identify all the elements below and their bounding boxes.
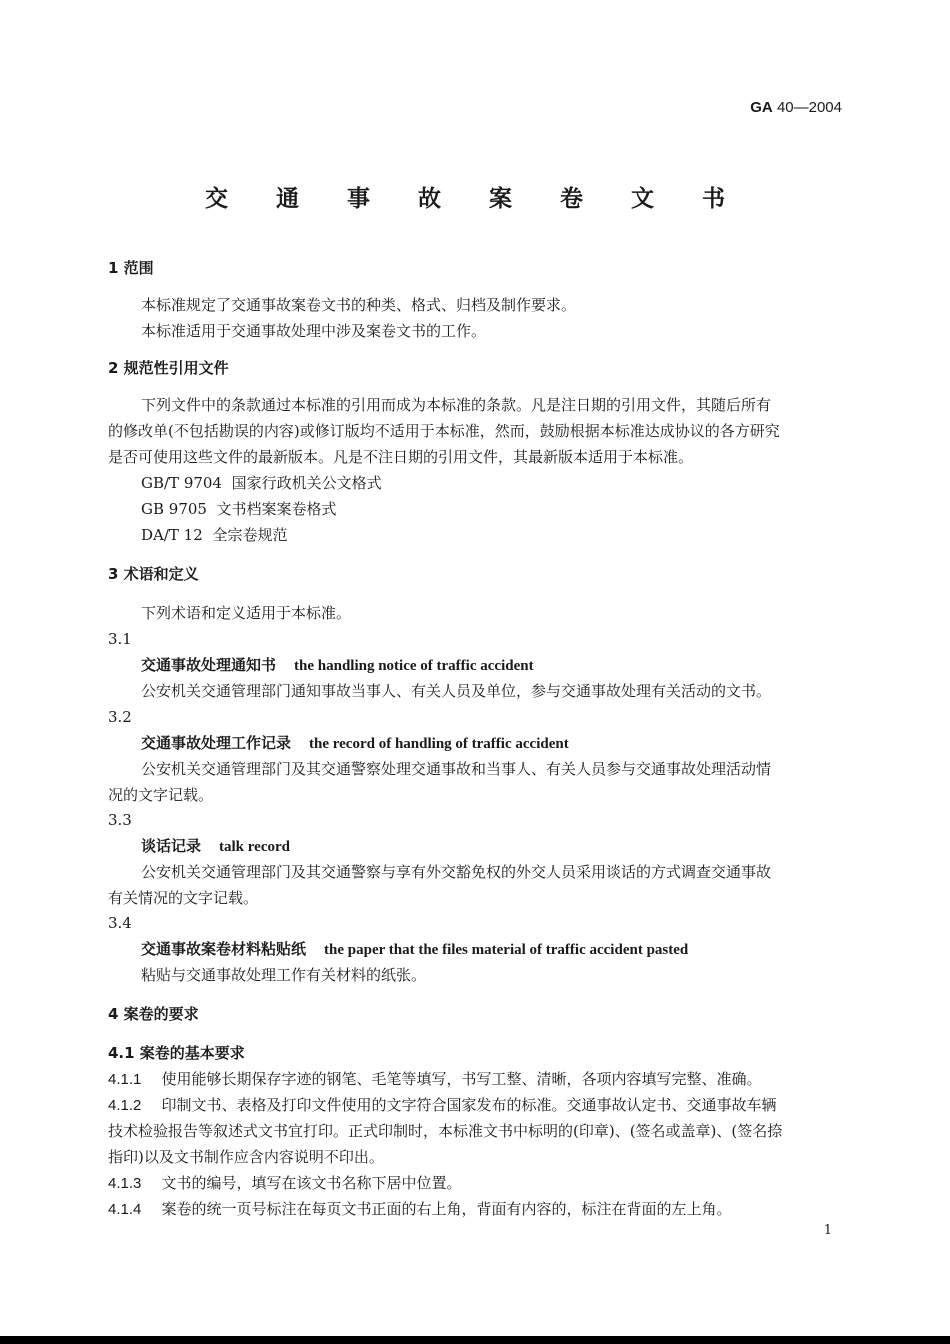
clause-number: 4.1.4 [108,1201,142,1218]
term-3-4-title [141,936,843,963]
clause-number: 4.1.1 [108,1071,142,1088]
standard-prefix: GA [750,99,773,116]
reference-name: 文书档案案卷格式 [216,500,337,518]
section-2-para-line-2: 的修改单(不包括勘误的内容)或修订版均不适用于本标准，然而，鼓励根据本标准达成协议的各方研究 [108,422,780,440]
term-chinese: 交通事故案卷材料粘贴纸 [141,940,307,958]
section-1-para-1: 本标准规定了交通事故案卷文书的种类、格式、归档及制作要求。 [141,296,577,314]
reference-code: GB 9705 [141,500,207,518]
bottom-border [0,1336,950,1344]
document-title: 交 通 事 故 案 卷 文 书 [204,186,746,212]
term-3-3-definition-line-1: 公安机关交通管理部门及其交通警察与享有外交豁免权的外交人员采用谈话的方式调查交通事故 [141,863,772,881]
section-2-heading: 2 规范性引用文件 [108,359,229,377]
standard-number: 40—2004 [776,99,842,116]
reference-code: GB/T 9704 [141,474,223,492]
reference-code: DA/T 12 [141,526,203,544]
term-3-3-number: 3.3 [108,811,132,829]
term-3-2-definition-line-2: 况的文字记载。 [108,786,214,804]
page-number: 1 [823,1223,832,1238]
term-3-4-definition: 粘贴与交通事故处理工作有关材料的纸张。 [141,966,427,984]
term-3-1-definition: 公安机关交通管理部门通知事故当事人、有关人员及单位，参与交通事故处理有关活动的文书。 [141,682,772,700]
term-3-2-number: 3.2 [108,708,132,726]
clause-text: 案卷的统一页号标注在每页文书正面的右上角，背面有内容的，标注在背面的左上角。 [161,1200,732,1218]
clause-4-1-3 [108,1170,843,1197]
term-3-1-title [141,652,843,679]
clause-4-1-2-continued: 指印)以及文书制作应含内容说明不印出。 [108,1148,384,1166]
term-english: talk record [219,839,290,855]
clause-4-1-1 [108,1066,843,1093]
term-3-3-title [141,833,843,860]
term-3-4-number: 3.4 [108,914,132,932]
clause-text: 使用能够长期保存字迹的钢笔、毛笔等填写，书写工整、清晰，各项内容填写完整、准确。 [161,1070,762,1088]
term-chinese: 交通事故处理工作记录 [141,734,292,752]
clause-text: 文书的编号，填写在该文书名称下居中位置。 [161,1174,462,1192]
term-3-3-definition-line-2: 有关情况的文字记载。 [108,889,259,907]
section-1-heading: 1 范围 [108,259,154,277]
section-1-para-2: 本标准适用于交通事故处理中涉及案卷文书的工作。 [141,322,487,340]
standard-code [750,99,842,116]
term-3-2-title [141,730,843,757]
reference-name: 国家行政机关公文格式 [231,474,382,492]
clause-4-1-2-continued: 技术检验报告等叙述式文书宜打印。正式印制时，本标准文书中标明的(印章)、(签名或盖章)、(签名捺 [108,1122,783,1140]
reference-item [141,470,843,496]
section-3-intro: 下列术语和定义适用于本标准。 [141,604,352,622]
clause-number: 4.1.2 [108,1097,142,1114]
term-english: the handling notice of traffic accident [294,658,534,674]
term-english: the paper that the files material of traffic accident pasted [324,942,689,958]
term-english: the record of handling of traffic accident [309,736,569,752]
reference-name: 全宗卷规范 [212,526,288,544]
section-4-1-heading: 4.1 案卷的基本要求 [108,1044,245,1062]
term-3-1-number: 3.1 [108,630,132,648]
clause-4-1-2 [108,1092,843,1119]
section-4-heading: 4 案卷的要求 [108,1005,199,1023]
section-3-heading: 3 术语和定义 [108,565,199,583]
section-2-para-line-3: 是否可使用这些文件的最新版本。凡是不注日期的引用文件，其最新版本适用于本标准。 [108,448,694,466]
clause-number: 4.1.3 [108,1175,142,1192]
clause-4-1-4 [108,1196,843,1223]
clause-text: 印制文书、表格及打印文件使用的文字符合国家发布的标准。交通事故认定书、交通事故车辆 [161,1096,777,1114]
section-2-para-line-1: 下列文件中的条款通过本标准的引用而成为本标准的条款。凡是注日期的引用文件，其随后所有 [141,396,772,414]
term-chinese: 谈话记录 [141,837,202,855]
reference-item [141,522,843,548]
term-3-2-definition-line-1: 公安机关交通管理部门及其交通警察处理交通事故和当事人、有关人员参与交通事故处理活动情 [141,760,772,778]
term-chinese: 交通事故处理通知书 [141,656,277,674]
reference-item [141,496,843,522]
